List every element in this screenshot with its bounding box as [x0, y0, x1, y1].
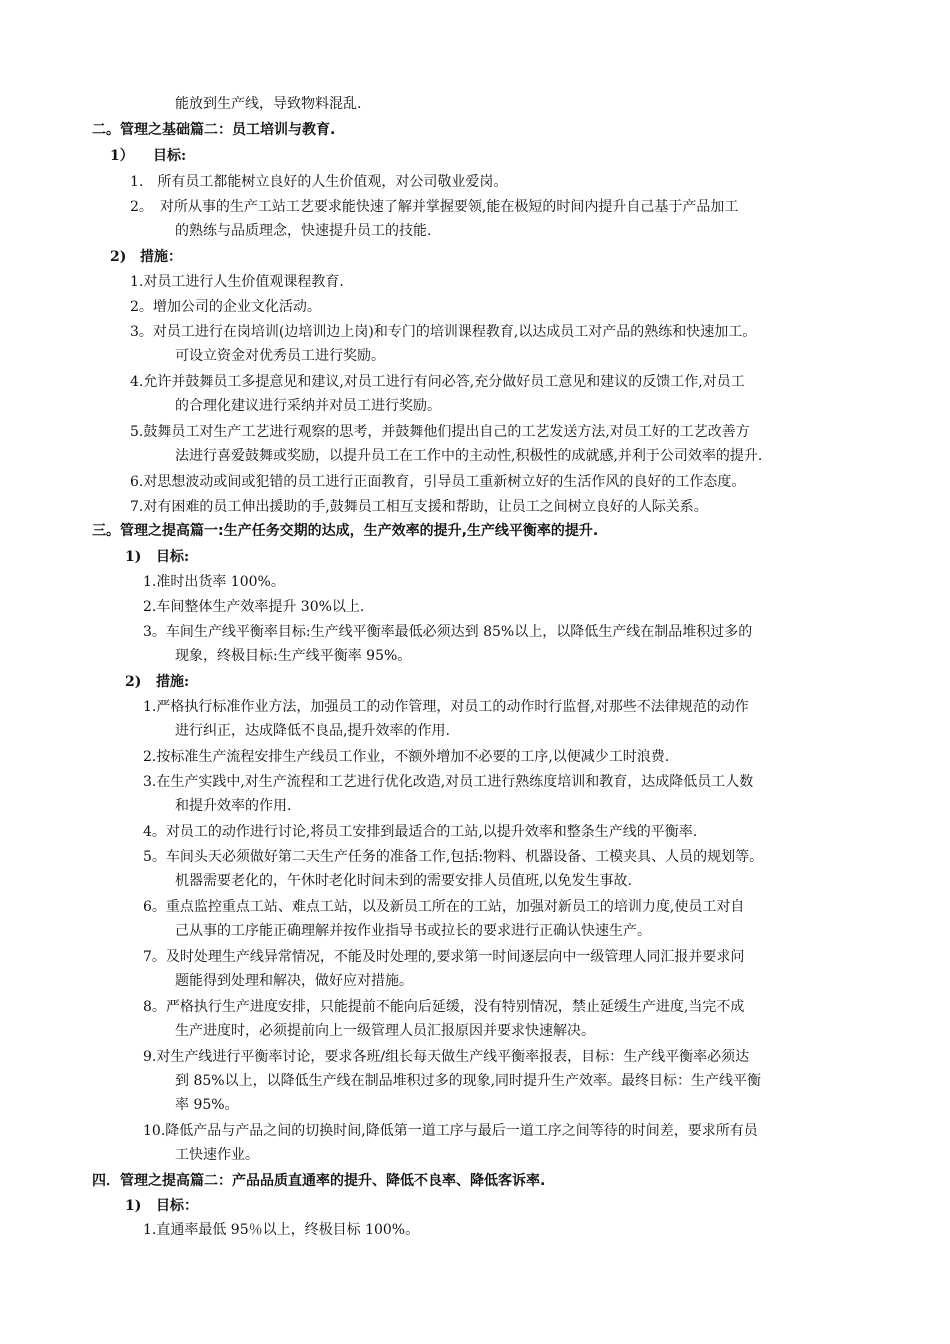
list-item: 4.允许并鼓舞员工多提意见和建议,对员工进行有问必答,充分做好员工意见和建议的反馈工作,对员工	[130, 374, 745, 390]
text-line: 机器需要老化的，午休时老化时间未到的需要安排人员值班,以免发生事故.	[175, 873, 632, 889]
list-item: 7.对有困难的员工伸出援助的手,鼓舞员工相互支援和帮助，让员工之间树立良好的人际关系。	[130, 499, 708, 515]
text-line: 和提升效率的作用.	[175, 798, 292, 814]
subsection-title-goal: 目标：	[156, 1198, 198, 1214]
list-item: 10.降低产品与产品之间的切换时间,降低第一道工序与最后一道工序之间等待的时间差，要求所有员	[143, 1123, 758, 1139]
list-item: 1.严格执行标准作业方法，加强员工的动作管理，对员工的动作时行监督,对那些不法律规范的动作	[143, 699, 749, 715]
subsection-number: 2)	[125, 674, 142, 690]
list-item: 1. 所有员工都能树立良好的人生价值观，对公司敬业爱岗。	[130, 174, 508, 190]
text-line: 的合理化建议进行采纳并对员工进行奖励。	[175, 398, 441, 414]
text-line: 可设立资金对优秀员工进行奖励。	[175, 348, 385, 364]
list-item: 2.车间整体生产效率提升 30%以上.	[143, 599, 365, 615]
list-item: 7。及时处理生产线异常情况，不能及时处理的,要求第一时间逐层向中一级管理人同汇报并要求问	[143, 949, 745, 965]
list-item: 5.鼓舞员工对生产工艺进行观察的思考，并鼓舞他们提出自己的工艺发送方法,对员工好的工艺改善方	[130, 424, 750, 440]
list-item: 1.对员工进行人生价值观课程教育.	[130, 274, 344, 290]
list-item: 4。对员工的动作进行讨论,将员工安排到最适合的工站,以提升效率和整条生产线的平衡率.	[143, 824, 698, 840]
text-line: 工快速作业。	[175, 1147, 259, 1163]
list-item: 6。重点监控重点工站、难点工站，以及新员工所在的工站，加强对新员工的培训力度,使员工对自	[143, 899, 745, 915]
text-line: 的熟练与品质理念，快速提升员工的技能.	[175, 223, 432, 239]
list-item: 2。增加公司的企业文化活动。	[130, 299, 321, 315]
text-line: 法进行喜爱鼓舞或奖励，以提升员工在工作中的主动性,积极性的成就感,并利于公司效率的提升.	[175, 448, 763, 464]
text-line: 率 95%。	[175, 1097, 239, 1113]
section-heading-3: 三。管理之提高篇一:生产任务交期的达成，生产效率的提升,生产线平衡率的提升.	[92, 523, 599, 539]
subsection-number: 2)	[110, 249, 127, 265]
text-line: 题能得到处理和解决，做好应对措施。	[175, 973, 413, 989]
list-item: 5。车间头天必须做好第二天生产任务的准备工作,包括:物料、机器设备、工模夹具、人员的规划等。	[143, 849, 764, 865]
subsection-number: 1）	[110, 148, 134, 164]
subsection-number: 1)	[125, 1198, 142, 1214]
subsection-title-measures: 措施:	[156, 674, 190, 690]
text-line: 生产进度时，必须提前向上一级管理人员汇报原因并要求快速解决。	[175, 1023, 595, 1039]
text-line: 进行纠正，达成降低不良品,提升效率的作用.	[175, 723, 450, 739]
list-item: 9.对生产线进行平衡率讨论，要求各班/组长每天做生产线平衡率报表，目标：生产线平衡率必须达	[143, 1049, 750, 1065]
list-item: 3.在生产实践中,对生产流程和工艺进行优化改造,对员工进行熟练度培训和教育，达成降低员工人数	[143, 774, 754, 790]
list-item: 1.准时出货率 100%。	[143, 574, 285, 590]
list-item: 3。车间生产线平衡率目标:生产线平衡率最低必须达到 85%以上，以降低生产线在制品堆积过多的	[143, 624, 753, 640]
text-line: 现象，终极目标:生产线平衡率 95%。	[175, 648, 412, 664]
list-item: 2。 对所从事的生产工站工艺要求能快速了解并掌握要领,能在极短的时间内提升自己基于产品加工	[130, 199, 739, 215]
subsection-title-measures: 措施：	[140, 249, 182, 265]
list-item: 6.对思想波动或间或犯错的员工进行正面教育，引导员工重新树立好的生活作风的良好的工作态度。	[130, 474, 746, 490]
text-line: 能放到生产线，导致物料混乱.	[175, 96, 362, 112]
list-item: 2.按标准生产流程安排生产线员工作业，不额外增加不必要的工序,以便减少工时浪费.	[143, 749, 670, 765]
subsection-title-goal: 目标:	[153, 148, 187, 164]
section-heading-2: 二。管理之基础篇二：员工培训与教育.	[92, 122, 336, 138]
text-line: 己从事的工序能正确理解并按作业指导书或拉长的要求进行正确认快速生产。	[175, 923, 651, 939]
section-heading-4: 四．管理之提高篇二：产品品质直通率的提升、降低不良率、降低客诉率.	[92, 1173, 546, 1189]
subsection-title-goal: 目标:	[156, 549, 190, 565]
list-item: 1.直通率最低 95％以上，终极目标 100%。	[143, 1222, 420, 1238]
list-item: 8。严格执行生产进度安排，只能提前不能向后延缓，没有特别情况，禁止延缓生产进度,当完不成	[143, 999, 745, 1015]
list-item: 3。对员工进行在岗培训(边培训边上岗)和专门的培训课程教育,以达成员工对产品的熟练和快速加工。	[130, 324, 757, 340]
text-line: 到 85%以上，以降低生产线在制品堆积过多的现象,同时提升生产效率。最终目标：生产线平衡	[175, 1073, 762, 1089]
subsection-number: 1)	[125, 549, 142, 565]
